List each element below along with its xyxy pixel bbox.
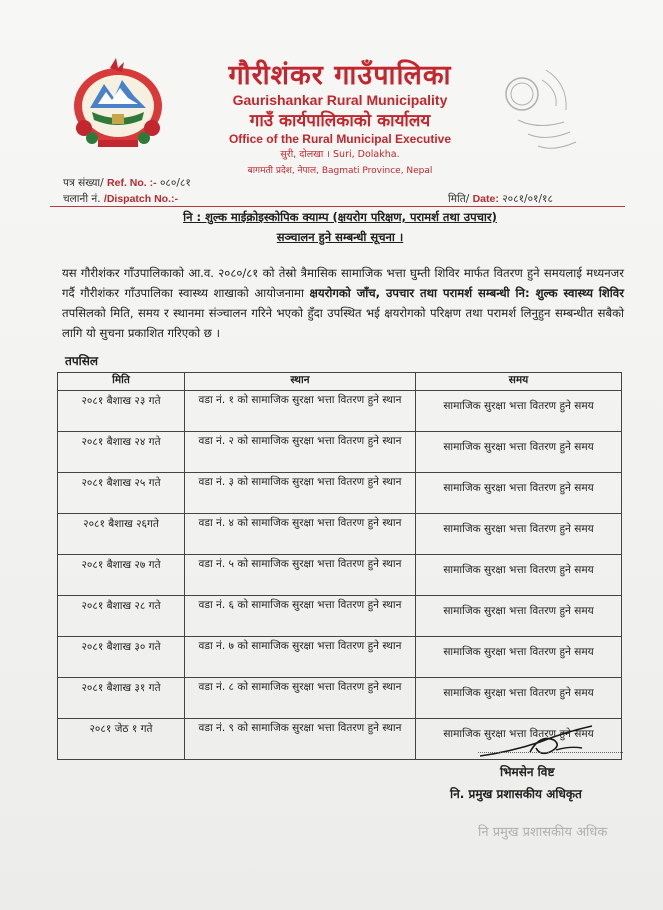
cell-date: २०८१ बैशाख २५ गते [58, 473, 185, 514]
cell-place: वडा नं. ८ को सामाजिक सुरक्षा भत्ता वितरण हुने स्थान [185, 678, 416, 719]
cell-time: सामाजिक सुरक्षा भत्ता वितरण हुने समय [416, 555, 622, 596]
cell-date: २०८१ बैशाख २३ गते [58, 391, 185, 432]
column-header-place: स्थान [185, 373, 416, 391]
table-row [58, 596, 622, 637]
column-header-date: मिति [58, 373, 185, 391]
address-line-1: सुरी, दोलखा । Suri, Dolakha. [280, 149, 400, 160]
table-row [58, 432, 622, 473]
cell-date: २०८१ बैशाख २४ गते [58, 432, 185, 473]
table-row [58, 637, 622, 678]
cell-place: वडा नं. २ को सामाजिक सुरक्षा भत्ता वितरण हुने स्थान [185, 432, 416, 473]
cell-time: सामाजिक सुरक्षा भत्ता वितरण हुने समय [416, 391, 622, 432]
handwritten-signature [470, 722, 600, 762]
table-header-row [58, 373, 622, 391]
cell-place: वडा नं. ४ को सामाजिक सुरक्षा भत्ता वितरण हुने स्थान [185, 514, 416, 555]
notice-body [62, 263, 624, 343]
column-header-time: समय [416, 373, 622, 391]
subject-line-1: नि : शुल्क माईक्रोइस्कोपिक क्याम्प (क्षयरोग परिक्षण, परामर्श तथा उपचार) [183, 210, 497, 224]
cell-place: वडा नं. ९ को सामाजिक सुरक्षा भत्ता वितरण हुने स्थान [185, 719, 416, 760]
cell-time: सामाजिक सुरक्षा भत्ता वितरण हुने समय [416, 514, 622, 555]
cell-time: सामाजिक सुरक्षा भत्ता वितरण हुने समय [416, 719, 622, 760]
schedule-heading: तपसिल [65, 354, 99, 368]
bleed-through-text: नि प्रमुख प्रशासकीय अधिक [478, 825, 608, 840]
cell-date: २०८१ बैशाख ३० गते [58, 637, 185, 678]
cell-place: वडा नं. ७ को सामाजिक सुरक्षा भत्ता वितरण हुने स्थान [185, 637, 416, 678]
cell-date: २०८१ जेठ १ गते [58, 719, 185, 760]
table-row [58, 514, 622, 555]
letterhead [170, 60, 510, 179]
cell-date: २०८१ बैशाख ३१ गते [58, 678, 185, 719]
cell-time: सामाजिक सुरक्षा भत्ता वितरण हुने समय [416, 596, 622, 637]
cell-place: वडा नं. ६ को सामाजिक सुरक्षा भत्ता वितरण हुने स्थान [185, 596, 416, 637]
table-row [58, 678, 622, 719]
address-line-2: बागमती प्रदेश, नेपाल, Bagmati Province, Nepal [247, 166, 433, 176]
cell-date: २०८१ बैशाख २६गते [58, 514, 185, 555]
nepal-emblem-icon [62, 58, 174, 150]
subject-line-2: सञ्चालन हुने सम्बन्धी सूचना । [276, 230, 404, 244]
body-text-1: यस गौरीशंकर गाँउपालिकाको आ.व. २०८०/८१ को तेस्रो त्रैमासिक सामाजिक भत्ता घुम्ती शिविर मार्फत वितरण हुने समयलाई मध्यनजर गर्दै गौरीशंकर गाँउपालिका स्वास्थ्य शाखाको आयोजनामा [62, 266, 624, 300]
table-row [58, 555, 622, 596]
body-text-bold: क्षयरोगको जाँच, उपचार तथा परामर्श सम्बन्धी नि: शुल्क स्वास्थ्य शिविर [309, 286, 624, 300]
cell-date: २०८१ बैशाख २७ गते [58, 555, 185, 596]
municipality-name-en: Gaurishankar Rural Municipality [232, 92, 448, 108]
cell-place: वडा नं. ३ को सामाजिक सुरक्षा भत्ता वितरण हुने स्थान [185, 473, 416, 514]
body-text-2: तपसिलको मिति, समय र स्थानमा संञ्चालन गरिने भएको हुँदा उपस्थित भई क्षयरोगको परिक्षण तथा परामर्श लिनुहुन सम्बन्धीत सबैको लागि यो सुचना प्रकाशित गरिएको छ । [62, 306, 624, 340]
municipality-name-np: गौरीशंकर गाउँपालिका [228, 60, 452, 91]
cell-place: वडा नं. ५ को सामाजिक सुरक्षा भत्ता वितरण हुने स्थान [185, 555, 416, 596]
cell-time: सामाजिक सुरक्षा भत्ता वितरण हुने समय [416, 637, 622, 678]
office-stamp [488, 60, 588, 160]
cell-time: सामाजिक सुरक्षा भत्ता वितरण हुने समय [416, 678, 622, 719]
table-row [58, 391, 622, 432]
cell-time: सामाजिक सुरक्षा भत्ता वितरण हुने समय [416, 473, 622, 514]
table-row [58, 473, 622, 514]
signature-line [478, 752, 623, 753]
notice-subject [120, 207, 560, 247]
schedule-table [57, 372, 622, 760]
cell-place: वडा नं. १ को सामाजिक सुरक्षा भत्ता वितरण हुने स्थान [185, 391, 416, 432]
cell-date: २०८१ बैशाख २८ गते [58, 596, 185, 637]
signatory-name: भिमसेन विष्ट [500, 765, 555, 779]
office-name-en: Office of the Rural Municipal Executive [228, 132, 452, 146]
cell-time: सामाजिक सुरक्षा भत्ता वितरण हुने समय [416, 432, 622, 473]
dispatch-number: चलानी नं. /Dispatch No.:- [63, 193, 178, 205]
office-name-np: गाउँ कार्यपालिकाको कार्यालय [249, 111, 431, 131]
ref-number: पत्र संख्या/ Ref. No. :- ०८०/८१ [63, 177, 191, 189]
signatory-title: नि. प्रमुख प्रशासकीय अधिकृत [450, 787, 582, 801]
letter-date: मिति/ Date: २०८१/०१/१८ [448, 193, 553, 205]
